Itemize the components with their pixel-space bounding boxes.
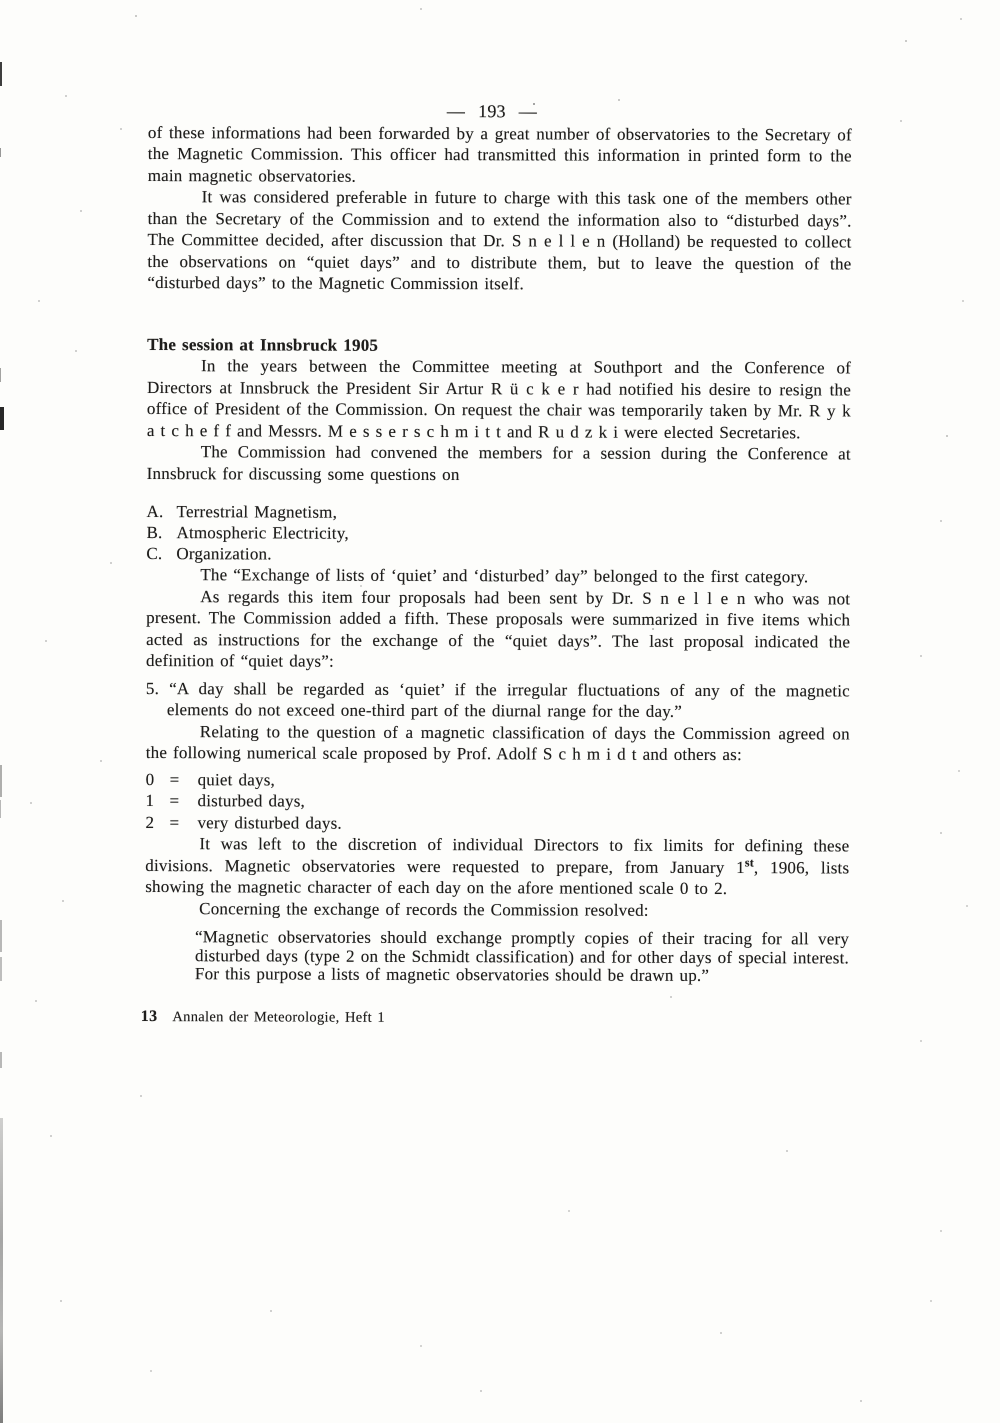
paragraph-directors-limits bbox=[145, 833, 849, 900]
em-dash-left: — bbox=[446, 101, 466, 122]
scan-edge-mark bbox=[0, 62, 2, 86]
agenda-text: Atmospheric Electricity, bbox=[176, 523, 349, 543]
item-text: “A day shall be regarded as ‘quiet’ if the irregular fluctuations of any of the magnetic elements do not exceed one-third part of the diurnal range for the day.” bbox=[166, 678, 850, 721]
page-number-line bbox=[140, 100, 844, 124]
scale-label: very disturbed days. bbox=[197, 812, 342, 833]
scale-row-1 bbox=[146, 790, 850, 814]
agenda-item-c bbox=[146, 543, 850, 566]
agenda-label: A. bbox=[146, 501, 164, 522]
footer-page-marker: 13 bbox=[140, 1007, 158, 1025]
agenda-label: C. bbox=[146, 543, 163, 564]
scan-edge-mark bbox=[0, 407, 4, 430]
scan-edge-mark bbox=[0, 1052, 2, 1068]
section-heading-innsbruck-1905: The session at Innsbruck 1905 bbox=[147, 334, 379, 355]
scan-edge-mark bbox=[0, 765, 2, 797]
agenda-text: Terrestrial Magnetism, bbox=[176, 502, 338, 522]
agenda-item-b bbox=[146, 522, 850, 545]
paragraph-session-convened: The Commission had convened the members for a session during the Conference at Innsbruck for discussing some questions on bbox=[146, 442, 851, 484]
scan-edge-mark bbox=[0, 148, 1, 157]
scan-edge-mark bbox=[0, 368, 1, 382]
scale-label: quiet days, bbox=[197, 769, 276, 789]
em-dash-right: — bbox=[518, 101, 537, 122]
scan-noise-speckles bbox=[0, 0, 2, 2]
agenda-label: B. bbox=[146, 522, 163, 543]
scale-row-0 bbox=[146, 768, 850, 792]
paragraph-task-charge: It was considered preferable in future to charge with this task one of the members other than the Secretary of the Commission and to extend the information also to “disturbed days”. The Committee decided, after discussion that Dr. S n e l l e n (Holland) be requested to collect the observations on “quiet days” and to distribute them, but to leave the question of the “disturbed days” to the Magnetic Commission itself. bbox=[147, 187, 852, 294]
scan-edge-streak bbox=[0, 1118, 3, 1423]
paragraph-segment: It was left to the discretion of individual Directors to fix limits for defining these divisions. Magnetic observatories were requested to prepare, from January 1 bbox=[145, 834, 850, 877]
proposal-item-5 bbox=[146, 677, 850, 722]
paragraph-segment: , 1906, lists showing the magnetic character of each day on the afore mentioned scale 0 to 2. bbox=[145, 857, 850, 899]
scale-value: 2 bbox=[145, 812, 155, 832]
footer-journal-title: Annalen der Meteorologie, Heft 1 bbox=[172, 1008, 385, 1026]
resolution-quote: “Magnetic observatories should exchange promptly copies of their tracing for all very disturbed days (type 2 on the Schmidt classification) and for other days of special interest. For this purpose a lists of magnetic observatories should be drawn up.” bbox=[194, 927, 850, 985]
scale-value: 1 bbox=[145, 790, 155, 811]
agenda-text: Organization. bbox=[176, 544, 272, 564]
page-number: 193 bbox=[478, 101, 506, 122]
scan-edge-mark bbox=[0, 920, 2, 952]
paragraph-continuation: of these informations had been forwarded by a great number of observatories to the Secretary of the Magnetic Commission. This officer had transmitted this information in printed form to the main magnetic observatories. bbox=[147, 122, 852, 186]
equals-sign: = bbox=[169, 769, 180, 789]
scan-edge-mark bbox=[0, 800, 1, 818]
paragraph-four-proposals: As regards this item four proposals had been sent by Dr. S n e l l e n who was not present. The Commission added a fifth. These proposals were summarized in five items which acted as instructions for the exchange of the “quiet days”. The last proposal indicated the definition of “quiet days”: bbox=[146, 586, 851, 671]
paragraph-exchange-category: The “Exchange of lists of ‘quiet’ and ‘disturbed’ day” belonged to the first category. bbox=[200, 565, 809, 587]
agenda-item-a bbox=[147, 501, 851, 524]
scale-list bbox=[145, 768, 849, 835]
scale-row-2 bbox=[145, 811, 849, 835]
item-number: 5. bbox=[145, 678, 160, 698]
page-content bbox=[140, 100, 852, 1030]
paragraph-numerical-scale: Relating to the question of a magnetic classification of days the Commission agreed on the following numerical scale proposed by Prof. Adolf S c h m i d t and others as: bbox=[145, 721, 850, 765]
page-footer bbox=[141, 1005, 849, 1030]
scale-value: 0 bbox=[145, 769, 155, 789]
scale-label: disturbed days, bbox=[197, 791, 306, 811]
paragraph-president-resign: In the years between the Committee meeting at Southport and the Conference of Directors at Innsbruck the President Sir Artur R ü c k e r had notified his desire to resign the office of President of the Commission. On request the chair was temporarily taken by Mr. R y k a t c h e f f and Messrs. M e s s e r s c h m i t t and R u d z k i were elected Secretaries. bbox=[146, 356, 852, 442]
equals-sign: = bbox=[169, 812, 180, 832]
agenda-list bbox=[146, 501, 850, 566]
scan-edge-mark bbox=[0, 957, 2, 981]
ordinal-superscript: st bbox=[744, 854, 754, 869]
paragraph-exchange-records: Concerning the exchange of records the Commission resolved: bbox=[199, 898, 649, 920]
equals-sign: = bbox=[169, 791, 180, 811]
